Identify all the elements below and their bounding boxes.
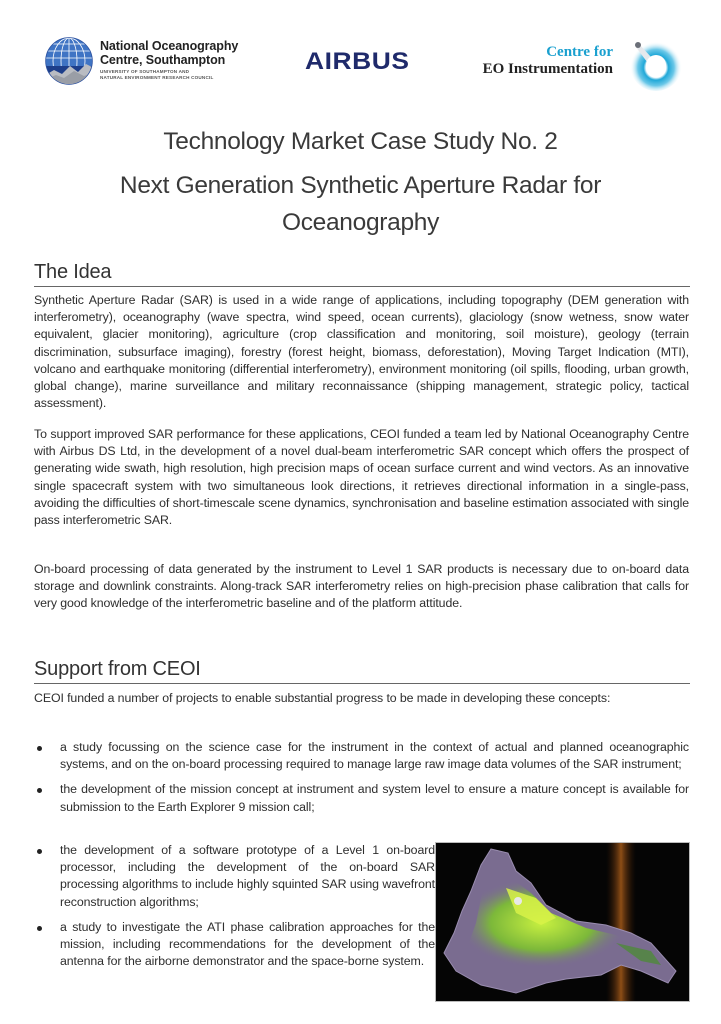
sar-terrain-graphic bbox=[436, 843, 689, 1001]
list-item bbox=[34, 919, 435, 971]
list-item bbox=[34, 842, 435, 911]
bullet-icon bbox=[37, 849, 42, 854]
bullet-icon bbox=[37, 746, 42, 751]
noc-logo-line1: National Oceanography bbox=[100, 39, 239, 53]
list-item-text: a study focussing on the science case for the instrument in the context of actual and planned oceanographic systems, and on the on-board processing required to manage large raw image data volumes of the SAR instrument; bbox=[60, 740, 689, 772]
noc-logo-subtitle2: NATURAL ENVIRONMENT RESEARCH COUNCIL bbox=[100, 74, 214, 80]
ceoi-ring-icon bbox=[625, 32, 685, 92]
noc-logo bbox=[44, 36, 254, 88]
list-item-text: the development of a software prototype of a Level 1 on-board processor, including the development of the on-board SAR processing algorithms to include highly squinted SAR using wavefront reconstruction algorithms; bbox=[60, 843, 435, 909]
document-subtitle-line1: Next Generation Synthetic Aperture Radar for bbox=[119, 172, 602, 199]
list-item-text: a study to investigate the ATI phase calibration approaches for the mission, including recommendations for the development of the antenna for the airborne demonstrator and the space-borne system. bbox=[60, 919, 435, 969]
bullet-icon bbox=[37, 788, 42, 793]
airbus-logo: AIRBUS bbox=[305, 48, 410, 75]
ceoi-logo-line2: EO Instrumentation bbox=[482, 61, 613, 77]
support-intro: CEOI funded a number of projects to enable substantial progress to be made in developing these concepts: bbox=[34, 691, 611, 705]
idea-paragraph: On-board processing of data generated by the instrument to Level 1 SAR products is necessary due to on-board data storage and downlink constraints. Along-track SAR interferometry relies on high-precision phase calibration that calls for very good knowledge of the interferometric baseline and of the platform attitude. bbox=[34, 562, 689, 611]
ceoi-logo bbox=[478, 30, 693, 94]
globe-icon bbox=[44, 36, 94, 86]
list-item bbox=[34, 739, 689, 773]
ceoi-logo-line1: Centre for bbox=[546, 44, 613, 60]
idea-paragraph: Synthetic Aperture Radar (SAR) is used in a wide range of applications, including topography (DEM generation with interferometry), oceanography (wave spectra, wind speed, ocean currents), glaciology (snow wetness, snow water equivalent, glacier monitoring), agriculture (crop classification and monitoring, soil moisture), geology (terrain discrimination, subsurface imaging), forestry (forest height, biomass, deforestation), Moving Target Indication (MTI), volcano and earthquake monitoring (differential interferometry), environment monitoring (oil spills, flooding, urban growth, global change), marine surveillance and military reconnaissance (shipping management, strategic policy, tactical assessment). bbox=[34, 293, 689, 411]
noc-logo-line2: Centre, Southampton bbox=[100, 53, 226, 67]
section-heading-the-idea: The Idea bbox=[34, 260, 690, 287]
document-subtitle-line2: Oceanography bbox=[281, 209, 440, 236]
section-heading-support-from-ceoi: Support from CEOI bbox=[34, 657, 690, 684]
support-bullet-list-continued bbox=[34, 842, 435, 978]
sar-island-image bbox=[435, 842, 690, 1002]
bullet-icon bbox=[37, 926, 42, 931]
idea-paragraph: To support improved SAR performance for these applications, CEOI funded a team led by National Oceanography Centre with Airbus DS Ltd, in the development of a novel dual-beam interferometric SAR concept which offers the prospect of generating wide swath, high resolution, high precision maps of ocean surface current and wind vectors. As an innovative single spacecraft system with two simultaneous look directions, it retrieves directional information in a single-pass, avoiding the difficulties of short-timescale scene dynamics, synchronisation and baseline estimation associated with single pass interferometric SAR. bbox=[34, 427, 689, 528]
document-title: Technology Market Case Study No. 2 bbox=[163, 128, 558, 155]
list-item-text: the development of the mission concept at instrument and system level to ensure a mature concept is available for submission to the Earth Explorer 9 mission call; bbox=[60, 782, 689, 814]
list-item bbox=[34, 781, 689, 815]
noc-logo-subtitle1: UNIVERSITY OF SOUTHAMPTON AND bbox=[100, 69, 190, 74]
support-bullet-list bbox=[34, 739, 689, 824]
